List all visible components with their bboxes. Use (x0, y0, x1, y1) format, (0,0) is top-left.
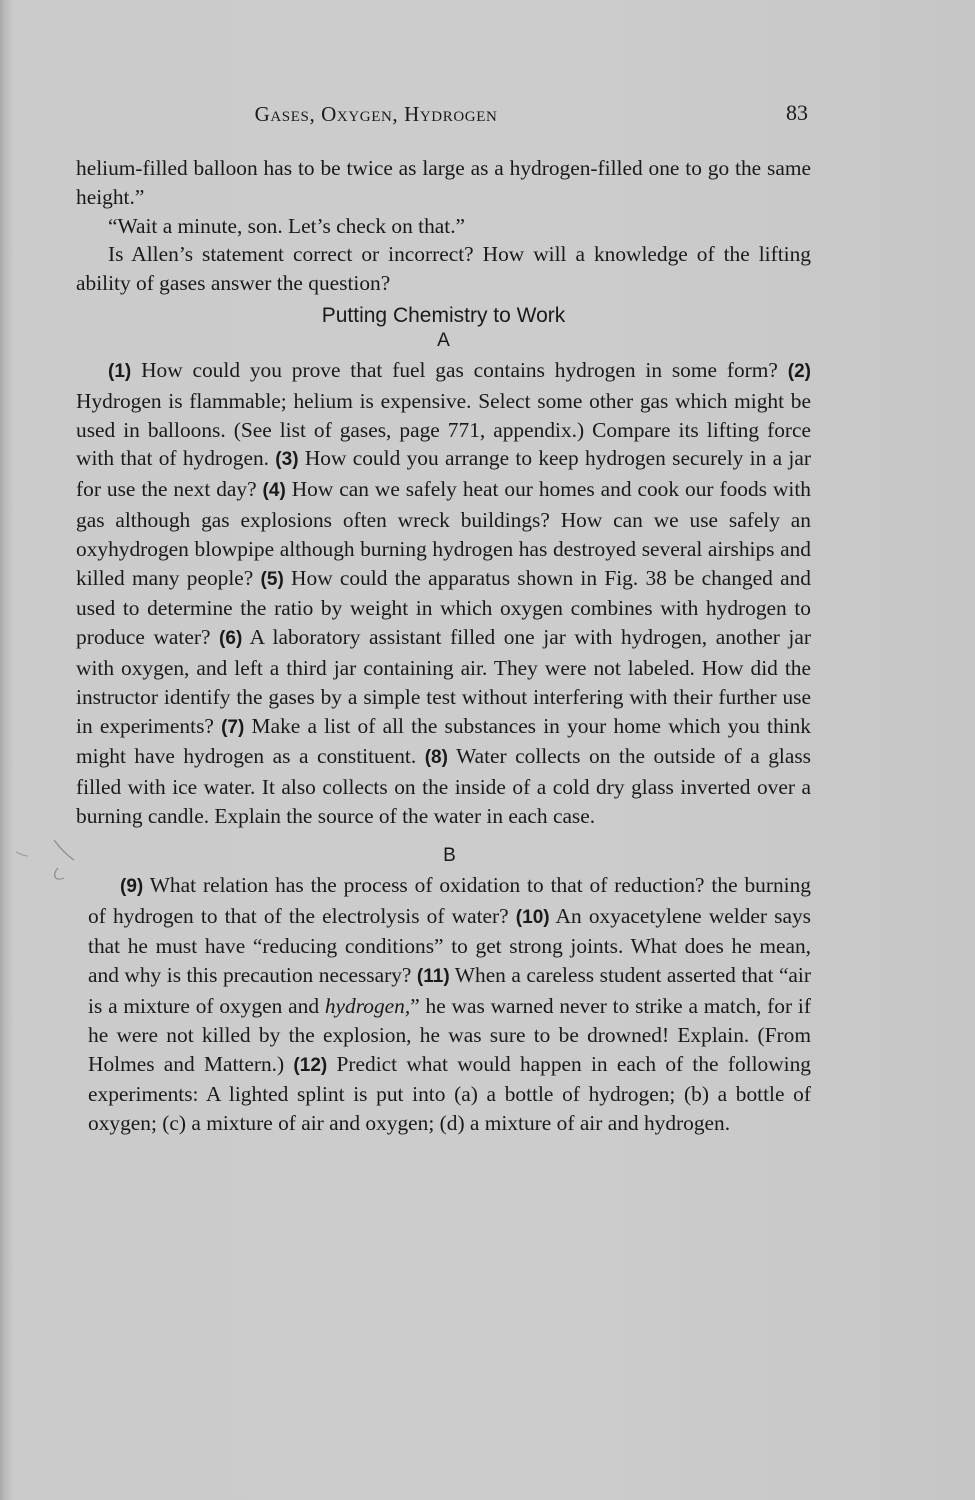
question-number: (5) (260, 568, 284, 590)
question-number: (11) (416, 966, 450, 988)
question-text: Predict what would happen in each of the following experiments: A lighted splint is put into (a) a bottle of hydrogen; (b) a bottle of oxygen; (c) a mixture of air and oxygen; (d) a mixture of air and hydrogen. (88, 1051, 811, 1136)
question-text: An oxyacetylene welder says that he must have “reducing conditions” to get strong joints. What does he mean, and why is this precaution necessary? (88, 903, 811, 988)
page-header (76, 100, 808, 134)
question-number: (2) (787, 360, 811, 382)
intro-paragraph-2: “Wait a minute, son. Let’s check on that.” (108, 213, 466, 238)
pencil-margin-mark (8, 834, 78, 894)
section-a-letter: A (437, 329, 450, 351)
question-text: How could the apparatus shown in Fig. 38 be changed and used to determine the ratio by weight in which oxygen combines with hydrogen to produce water? (76, 565, 811, 650)
question-number: (6) (219, 628, 243, 650)
question-text: When a careless student asserted that “air is a mixture of oxygen and (88, 963, 811, 1018)
page-number: 83 (786, 100, 808, 125)
question-number: (8) (424, 747, 448, 769)
question-text: Hydrogen is flammable; helium is expensive. Select some other gas which might be used in balloons. (See list of gases, page 771, appendix.) Compare its lifting force with that of hydrogen. (76, 388, 811, 471)
question-text: How could you prove that fuel gas contains hydrogen in some form? (131, 357, 788, 382)
question-number: (1) (108, 360, 132, 382)
section-b (76, 845, 811, 1138)
question-number: (10) (515, 906, 550, 928)
body-text (76, 154, 811, 1138)
question-text: What relation has the process of oxidation to that of reduction? the burning of hydrogen to that of the electrolysis of water? (88, 872, 811, 928)
question-text: Water collects on the outside of a glass filled with ice water. It also collects on the inside of a cold dry glass inverted over a burning candle. Explain the source of the water in each case. (76, 744, 811, 828)
question-number: (7) (221, 716, 245, 738)
question-text: A laboratory assistant filled one jar with hydrogen, another jar with oxygen, and left a third jar containing air. They were not labeled. How did the instructor identify the gases by a simple test without interfering with their further use in experiments? (76, 625, 811, 738)
intro-paragraph-3: Is Allen’s statement correct or incorrect? How will a knowledge of the lifting ability of gases answer the question? (76, 242, 811, 296)
question-text: Make a list of all the substances in your home which you think might have hydrogen as a constituent. (76, 713, 812, 769)
running-head: Gases, Oxygen, Hydrogen (254, 102, 498, 126)
question-text: ” he was warned never to strike a match, for if he were not killed by the explosion, he was sure to be drowned! Explain. (From Holmes and Mattern.) (88, 993, 811, 1076)
question-number: (9) (120, 875, 144, 897)
question-text: How can we safely heat our homes and cook our foods with gas although gas explosions often wreck buildings? How can we use safely an oxyhydrogen blowpipe although burning hydrogen has destroyed several airships and killed many people? (76, 477, 811, 590)
section-b-questions (88, 871, 811, 1138)
question-text: How could you arrange to keep hydrogen securely in a jar for use the next day? (76, 446, 811, 502)
question-number: (3) (275, 449, 299, 471)
section-a-questions (76, 356, 811, 831)
section-title: Putting Chemistry to Work (321, 303, 566, 327)
question-number: (12) (293, 1054, 328, 1076)
intro-paragraph-1: helium-filled balloon has to be twice as large as a hydrogen-filled one to go the same height.” (76, 156, 811, 209)
section-b-letter: B (443, 844, 456, 866)
emphasis-text: hydrogen, (324, 993, 411, 1018)
question-number: (4) (262, 480, 286, 502)
